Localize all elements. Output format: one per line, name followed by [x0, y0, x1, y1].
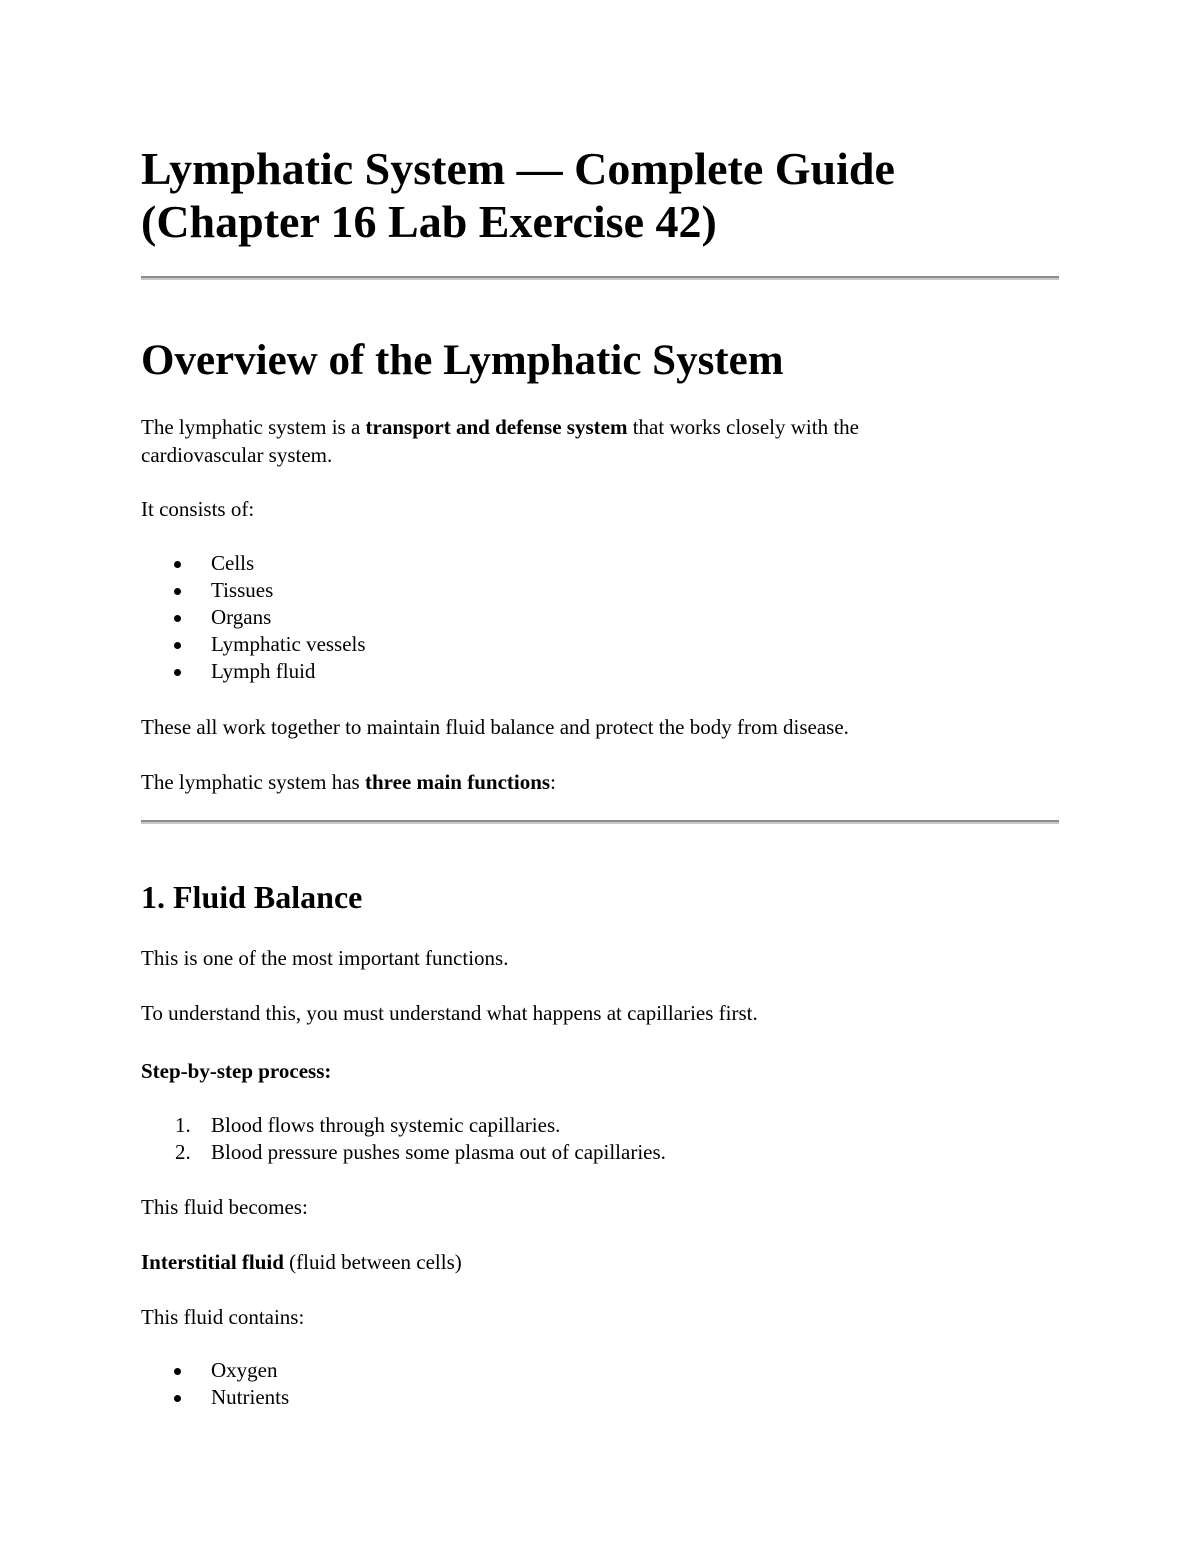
interstitial-bold-term: Interstitial fluid [141, 1250, 284, 1274]
intro-bold-phrase: transport and defense system [365, 415, 628, 439]
list-item-text: Cells [211, 551, 255, 575]
functions-text-start: The lymphatic system has [141, 770, 365, 794]
together-paragraph: These all work together to maintain fluid balance and protect the body from disease. [141, 715, 849, 739]
title-line-2: (Chapter 16 Lab Exercise 42) [141, 196, 717, 247]
document-title [141, 142, 1061, 248]
list-item [141, 1357, 1041, 1384]
bullet-icon [174, 669, 181, 676]
bullet-icon [174, 615, 181, 622]
list-item [141, 1139, 1041, 1166]
consists-label: It consists of: [141, 497, 255, 521]
list-item [141, 631, 1041, 658]
list-item-text: Nutrients [211, 1385, 290, 1409]
list-item [141, 658, 1041, 685]
interstitial-paragraph [141, 1248, 1041, 1276]
interstitial-definition: (fluid between cells) [283, 1250, 462, 1274]
step-number: 1. [175, 1113, 191, 1137]
intro-text-start: The lymphatic system is a [141, 415, 366, 439]
bullet-icon [174, 1368, 181, 1375]
fluid-balance-paragraph-2: To understand this, you must understand what happens at capillaries first. [141, 1001, 758, 1025]
components-list [141, 550, 1041, 685]
step-text: Blood flows through systemic capillaries. [211, 1113, 561, 1137]
list-item [141, 604, 1041, 631]
list-item-text: Oxygen [211, 1358, 278, 1382]
list-item-text: Tissues [211, 578, 274, 602]
step-number: 2. [175, 1140, 191, 1164]
overview-heading: Overview of the Lymphatic System [141, 337, 784, 384]
steps-heading: Step-by-step process: [141, 1059, 332, 1083]
steps-list [141, 1112, 1041, 1166]
list-item [141, 577, 1041, 604]
contents-list [141, 1357, 1041, 1411]
becomes-paragraph: This fluid becomes: [141, 1195, 308, 1219]
overview-intro-paragraph [141, 413, 1041, 469]
fluid-balance-heading: 1. Fluid Balance [141, 879, 363, 915]
bullet-icon [174, 561, 181, 568]
title-line-1: Lymphatic System — Complete Guide [141, 143, 895, 194]
functions-text-end: : [550, 770, 556, 794]
contains-paragraph: This fluid contains: [141, 1305, 305, 1329]
functions-bold-phrase: three main functions [364, 770, 551, 794]
bullet-icon [174, 1395, 181, 1402]
bullet-icon [174, 588, 181, 595]
list-item [141, 550, 1041, 577]
list-item-text: Organs [211, 605, 272, 629]
step-text: Blood pressure pushes some plasma out of capillaries. [211, 1140, 666, 1164]
list-item [141, 1384, 1041, 1411]
list-item-text: Lymphatic vessels [211, 632, 366, 656]
intro-text-line-2: cardiovascular system. [141, 443, 333, 467]
fluid-balance-paragraph-1: This is one of the most important functions. [141, 946, 509, 970]
horizontal-divider [141, 276, 1059, 280]
bullet-icon [174, 642, 181, 649]
intro-text-end: that works closely with the [627, 415, 859, 439]
functions-paragraph [141, 768, 1041, 796]
horizontal-divider [141, 820, 1059, 824]
list-item-text: Lymph fluid [211, 659, 316, 683]
list-item [141, 1112, 1041, 1139]
